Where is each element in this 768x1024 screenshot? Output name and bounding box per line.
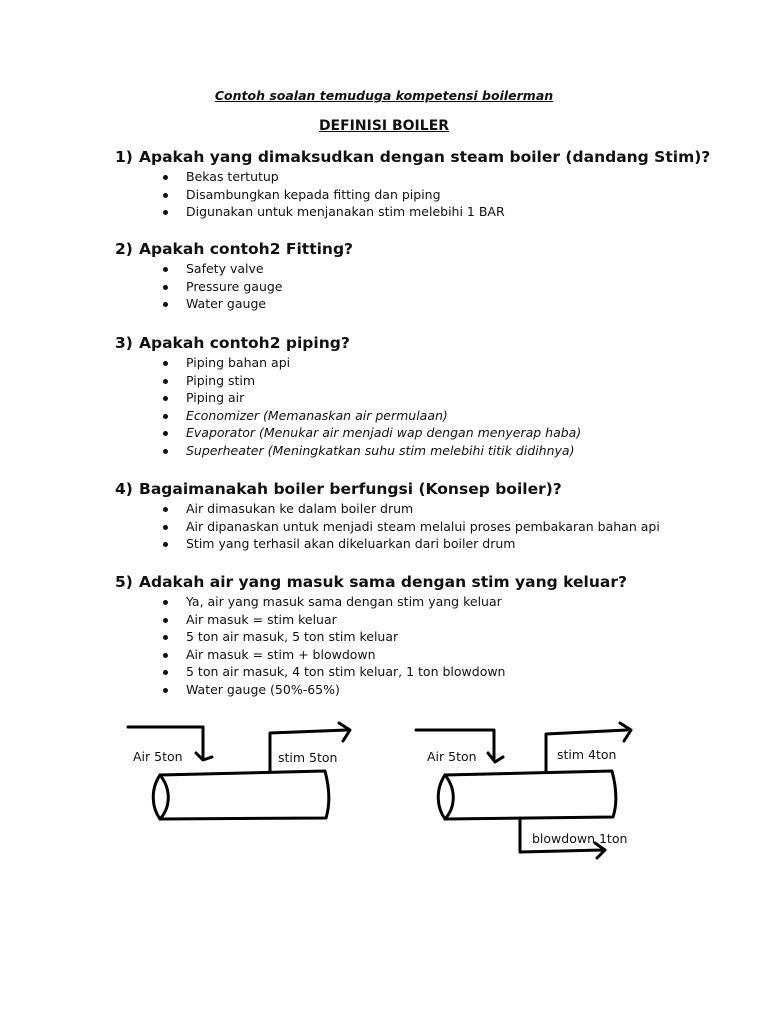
drum-body [445, 771, 616, 819]
question-text: Apakah contoh2 Fitting? [139, 240, 354, 258]
bullet-item: 5 ton air masuk, 5 ton stim keluar [115, 628, 715, 646]
bullet-item: Air masuk = stim + blowdown [115, 646, 715, 664]
boiler-sketch-left [128, 723, 350, 819]
question-number: 4) [115, 480, 133, 498]
question-4 [115, 478, 715, 553]
question-text: Apakah contoh2 piping? [139, 334, 350, 352]
bullet-item: Pressure gauge [115, 278, 715, 296]
boiler-sketch-right [416, 723, 631, 858]
blowdown-label: blowdown 1ton [532, 831, 628, 846]
bullet-item: Stim yang terhasil akan dikeluarkan dari boiler drum [115, 535, 715, 553]
bullet-item: Piping stim [115, 372, 715, 390]
document-title: Contoh soalan temuduga kompetensi boilerman [214, 88, 554, 103]
bullet-item: Water gauge [115, 295, 715, 313]
question-number: 3) [115, 334, 133, 352]
bullet-item: Ya, air yang masuk sama dengan stim yang keluar [115, 593, 715, 611]
bullet-item: Bekas tertutup [115, 168, 715, 186]
bullet-item: Economizer (Memanaskan air permulaan) [115, 407, 715, 425]
bullet-list [115, 260, 715, 313]
bullet-item: Piping air [115, 389, 715, 407]
question-number: 1) [115, 148, 133, 166]
question-3 [115, 332, 715, 459]
steam-out-label: stim 5ton [278, 750, 338, 765]
bullet-item: Disambungkan kepada fitting dan piping [115, 186, 715, 204]
bullet-item: Evaporator (Menukar air menjadi wap dengan menyerap haba) [115, 424, 715, 442]
boiler-sketches [120, 712, 650, 872]
question-text: Adakah air yang masuk sama dengan stim yang keluar? [139, 573, 627, 591]
bullet-item: Water gauge (50%-65%) [115, 681, 715, 699]
bullet-item: 5 ton air masuk, 4 ton stim keluar, 1 ton blowdown [115, 663, 715, 681]
bullet-item: Superheater (Meningkatkan suhu stim melebihi titik didihnya) [115, 442, 715, 460]
drum-body [160, 771, 329, 819]
bullet-item: Air dipanaskan untuk menjadi steam melalui proses pembakaran bahan api [115, 518, 715, 536]
question-heading [115, 332, 715, 354]
question-1 [115, 146, 715, 221]
bullet-list [115, 168, 715, 221]
bullet-list [115, 354, 715, 459]
question-heading [115, 571, 715, 593]
bullet-list [115, 500, 715, 553]
bullet-item: Safety valve [115, 260, 715, 278]
question-heading [115, 146, 715, 168]
drum-end-cap [153, 775, 168, 819]
bullet-item: Piping bahan api [115, 354, 715, 372]
question-heading [115, 478, 715, 500]
section-title: DEFINISI BOILER [318, 118, 450, 134]
question-number: 2) [115, 240, 133, 258]
question-number: 5) [115, 573, 133, 591]
bullet-item: Air masuk = stim keluar [115, 611, 715, 629]
question-2 [115, 238, 715, 313]
bullet-item: Digunakan untuk menjanakan stim melebihi 1 BAR [115, 203, 715, 221]
bullet-item: Air dimasukan ke dalam boiler drum [115, 500, 715, 518]
question-text: Bagaimanakah boiler berfungsi (Konsep boiler)? [139, 480, 562, 498]
drum-end-cap [438, 775, 453, 819]
question-text: Apakah yang dimaksudkan dengan steam boiler (dandang Stim)? [139, 148, 711, 166]
steam-out-label: stim 4ton [557, 747, 617, 762]
water-in-label: Air 5ton [427, 749, 477, 764]
bullet-list [115, 593, 715, 698]
question-heading [115, 238, 715, 260]
question-5 [115, 571, 715, 698]
water-in-label: Air 5ton [133, 749, 183, 764]
